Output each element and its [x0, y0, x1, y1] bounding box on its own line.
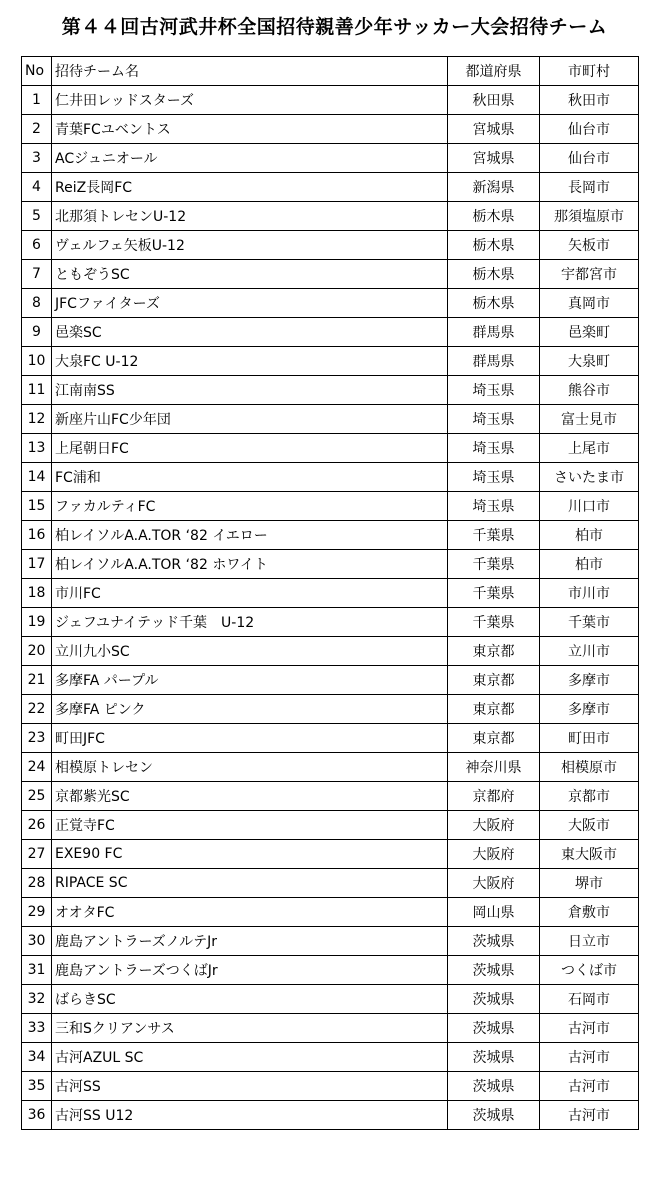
cell-city: 柏市 — [540, 521, 639, 550]
table-row — [22, 173, 639, 202]
table-row — [22, 840, 639, 869]
cell-team-name: 鹿島アントラーズノルテJr — [52, 927, 448, 956]
cell-prefecture: 栃木県 — [448, 202, 540, 231]
cell-prefecture: 茨城県 — [448, 1072, 540, 1101]
cell-team-name: 京都紫光SC — [52, 782, 448, 811]
cell-city: 多摩市 — [540, 695, 639, 724]
cell-team-name: ともぞうSC — [52, 260, 448, 289]
cell-no: 4 — [22, 173, 52, 202]
table-row — [22, 869, 639, 898]
cell-no: 35 — [22, 1072, 52, 1101]
cell-team-name: ばらきSC — [52, 985, 448, 1014]
cell-city: 大泉町 — [540, 347, 639, 376]
cell-team-name: ReiZ長岡FC — [52, 173, 448, 202]
cell-prefecture: 宮城県 — [448, 115, 540, 144]
cell-prefecture: 千葉県 — [448, 550, 540, 579]
cell-city: 市川市 — [540, 579, 639, 608]
cell-no: 9 — [22, 318, 52, 347]
table-row — [22, 434, 639, 463]
cell-city: 秋田市 — [540, 86, 639, 115]
cell-prefecture: 東京都 — [448, 695, 540, 724]
cell-team-name: 市川FC — [52, 579, 448, 608]
cell-city: 古河市 — [540, 1072, 639, 1101]
cell-prefecture: 栃木県 — [448, 260, 540, 289]
cell-prefecture: 茨城県 — [448, 1043, 540, 1072]
cell-no: 31 — [22, 956, 52, 985]
cell-prefecture: 大阪府 — [448, 811, 540, 840]
table-row — [22, 782, 639, 811]
cell-prefecture: 新潟県 — [448, 173, 540, 202]
table-row — [22, 1101, 639, 1130]
cell-no: 32 — [22, 985, 52, 1014]
cell-city: 矢板市 — [540, 231, 639, 260]
cell-team-name: 正覚寺FC — [52, 811, 448, 840]
cell-team-name: 立川九小SC — [52, 637, 448, 666]
cell-team-name: ファカルティFC — [52, 492, 448, 521]
cell-city: 大阪市 — [540, 811, 639, 840]
table-row — [22, 608, 639, 637]
cell-prefecture: 茨城県 — [448, 985, 540, 1014]
table-row — [22, 260, 639, 289]
cell-city: 石岡市 — [540, 985, 639, 1014]
cell-team-name: 町田JFC — [52, 724, 448, 753]
cell-team-name: 江南南SS — [52, 376, 448, 405]
cell-no: 17 — [22, 550, 52, 579]
cell-no: 3 — [22, 144, 52, 173]
table-row — [22, 463, 639, 492]
table-row — [22, 579, 639, 608]
cell-no: 27 — [22, 840, 52, 869]
cell-no: 21 — [22, 666, 52, 695]
cell-team-name: オオタFC — [52, 898, 448, 927]
cell-city: 日立市 — [540, 927, 639, 956]
cell-no: 5 — [22, 202, 52, 231]
table-row — [22, 521, 639, 550]
cell-no: 18 — [22, 579, 52, 608]
cell-no: 24 — [22, 753, 52, 782]
cell-city: 立川市 — [540, 637, 639, 666]
cell-prefecture: 栃木県 — [448, 231, 540, 260]
cell-no: 12 — [22, 405, 52, 434]
cell-prefecture: 東京都 — [448, 666, 540, 695]
cell-city: 相模原市 — [540, 753, 639, 782]
cell-city: 古河市 — [540, 1101, 639, 1130]
page-title: 第４４回古河武井杯全国招待親善少年サッカー大会招待チーム — [61, 16, 608, 38]
table-row — [22, 956, 639, 985]
table-body — [22, 86, 639, 1130]
cell-prefecture: 茨城県 — [448, 1014, 540, 1043]
table-row — [22, 898, 639, 927]
table-row — [22, 811, 639, 840]
table-row — [22, 985, 639, 1014]
cell-prefecture: 茨城県 — [448, 927, 540, 956]
cell-prefecture: 千葉県 — [448, 608, 540, 637]
cell-prefecture: 茨城県 — [448, 956, 540, 985]
cell-city: つくば市 — [540, 956, 639, 985]
cell-team-name: 多摩FA ピンク — [52, 695, 448, 724]
cell-no: 22 — [22, 695, 52, 724]
cell-prefecture: 千葉県 — [448, 579, 540, 608]
cell-team-name: 三和Sクリアンサス — [52, 1014, 448, 1043]
cell-team-name: JFCファイターズ — [52, 289, 448, 318]
cell-city: 熊谷市 — [540, 376, 639, 405]
cell-team-name: 柏レイソルA.A.TOR ‘82 イエロー — [52, 521, 448, 550]
cell-prefecture: 東京都 — [448, 724, 540, 753]
cell-city: 古河市 — [540, 1014, 639, 1043]
cell-city: さいたま市 — [540, 463, 639, 492]
cell-prefecture: 京都府 — [448, 782, 540, 811]
cell-city: 仙台市 — [540, 144, 639, 173]
cell-prefecture: 大阪府 — [448, 869, 540, 898]
cell-team-name: 古河AZUL SC — [52, 1043, 448, 1072]
header-team-name: 招待チーム名 — [52, 57, 448, 86]
cell-team-name: 相模原トレセン — [52, 753, 448, 782]
cell-city: 柏市 — [540, 550, 639, 579]
cell-city: 町田市 — [540, 724, 639, 753]
cell-prefecture: 茨城県 — [448, 1101, 540, 1130]
cell-team-name: 大泉FC U-12 — [52, 347, 448, 376]
cell-city: 古河市 — [540, 1043, 639, 1072]
cell-prefecture: 埼玉県 — [448, 492, 540, 521]
table-row — [22, 550, 639, 579]
cell-no: 20 — [22, 637, 52, 666]
table-row — [22, 695, 639, 724]
cell-prefecture: 埼玉県 — [448, 376, 540, 405]
cell-prefecture: 埼玉県 — [448, 405, 540, 434]
table-row — [22, 318, 639, 347]
cell-no: 8 — [22, 289, 52, 318]
cell-no: 15 — [22, 492, 52, 521]
cell-city: 東大阪市 — [540, 840, 639, 869]
cell-city: 邑楽町 — [540, 318, 639, 347]
table-row — [22, 347, 639, 376]
cell-team-name: 青葉FCユベントス — [52, 115, 448, 144]
cell-team-name: ヴェルフェ矢板U-12 — [52, 231, 448, 260]
cell-no: 36 — [22, 1101, 52, 1130]
cell-team-name: 邑楽SC — [52, 318, 448, 347]
cell-city: 倉敷市 — [540, 898, 639, 927]
table-row — [22, 405, 639, 434]
cell-city: 京都市 — [540, 782, 639, 811]
cell-prefecture: 秋田県 — [448, 86, 540, 115]
table-row — [22, 492, 639, 521]
cell-team-name: 上尾朝日FC — [52, 434, 448, 463]
cell-team-name: FC浦和 — [52, 463, 448, 492]
cell-city: 長岡市 — [540, 173, 639, 202]
cell-prefecture: 東京都 — [448, 637, 540, 666]
cell-no: 34 — [22, 1043, 52, 1072]
table-row — [22, 376, 639, 405]
cell-team-name: 北那須トレセンU-12 — [52, 202, 448, 231]
table-row — [22, 753, 639, 782]
cell-prefecture: 大阪府 — [448, 840, 540, 869]
cell-team-name: RIPACE SC — [52, 869, 448, 898]
cell-prefecture: 栃木県 — [448, 289, 540, 318]
cell-no: 2 — [22, 115, 52, 144]
table-row — [22, 1014, 639, 1043]
cell-team-name: EXE90 FC — [52, 840, 448, 869]
cell-prefecture: 千葉県 — [448, 521, 540, 550]
cell-prefecture: 宮城県 — [448, 144, 540, 173]
header-city: 市町村 — [540, 57, 639, 86]
cell-city: 多摩市 — [540, 666, 639, 695]
table-row — [22, 86, 639, 115]
cell-no: 26 — [22, 811, 52, 840]
cell-city: 宇都宮市 — [540, 260, 639, 289]
table-row — [22, 115, 639, 144]
table-row — [22, 144, 639, 173]
cell-no: 1 — [22, 86, 52, 115]
cell-city: 那須塩原市 — [540, 202, 639, 231]
cell-city: 堺市 — [540, 869, 639, 898]
cell-prefecture: 岡山県 — [448, 898, 540, 927]
table-row — [22, 927, 639, 956]
cell-team-name: 多摩FA パープル — [52, 666, 448, 695]
table-row — [22, 202, 639, 231]
cell-prefecture: 神奈川県 — [448, 753, 540, 782]
cell-team-name: 鹿島アントラーズつくばJr — [52, 956, 448, 985]
table-row — [22, 1072, 639, 1101]
cell-no: 23 — [22, 724, 52, 753]
cell-city: 真岡市 — [540, 289, 639, 318]
cell-no: 14 — [22, 463, 52, 492]
cell-team-name: 古河SS — [52, 1072, 448, 1101]
cell-no: 25 — [22, 782, 52, 811]
table-row — [22, 1043, 639, 1072]
table-row — [22, 289, 639, 318]
cell-team-name: ACジュニオール — [52, 144, 448, 173]
cell-prefecture: 埼玉県 — [448, 434, 540, 463]
cell-no: 6 — [22, 231, 52, 260]
invited-teams-table — [21, 56, 639, 1130]
table-row — [22, 637, 639, 666]
cell-city: 上尾市 — [540, 434, 639, 463]
header-no: No — [22, 57, 52, 86]
cell-no: 16 — [22, 521, 52, 550]
cell-prefecture: 埼玉県 — [448, 463, 540, 492]
cell-no: 10 — [22, 347, 52, 376]
cell-city: 仙台市 — [540, 115, 639, 144]
cell-no: 13 — [22, 434, 52, 463]
cell-city: 川口市 — [540, 492, 639, 521]
cell-no: 30 — [22, 927, 52, 956]
table-row — [22, 666, 639, 695]
cell-prefecture: 群馬県 — [448, 318, 540, 347]
cell-team-name: 柏レイソルA.A.TOR ‘82 ホワイト — [52, 550, 448, 579]
cell-no: 29 — [22, 898, 52, 927]
cell-team-name: 古河SS U12 — [52, 1101, 448, 1130]
cell-no: 19 — [22, 608, 52, 637]
table-header-row — [22, 57, 639, 86]
cell-city: 千葉市 — [540, 608, 639, 637]
cell-team-name: ジェフユナイテッド千葉 U-12 — [52, 608, 448, 637]
cell-no: 28 — [22, 869, 52, 898]
cell-prefecture: 群馬県 — [448, 347, 540, 376]
cell-city: 富士見市 — [540, 405, 639, 434]
table-row — [22, 724, 639, 753]
table-row — [22, 231, 639, 260]
cell-team-name: 新座片山FC少年団 — [52, 405, 448, 434]
cell-no: 11 — [22, 376, 52, 405]
cell-no: 7 — [22, 260, 52, 289]
cell-no: 33 — [22, 1014, 52, 1043]
header-prefecture: 都道府県 — [448, 57, 540, 86]
cell-team-name: 仁井田レッドスターズ — [52, 86, 448, 115]
